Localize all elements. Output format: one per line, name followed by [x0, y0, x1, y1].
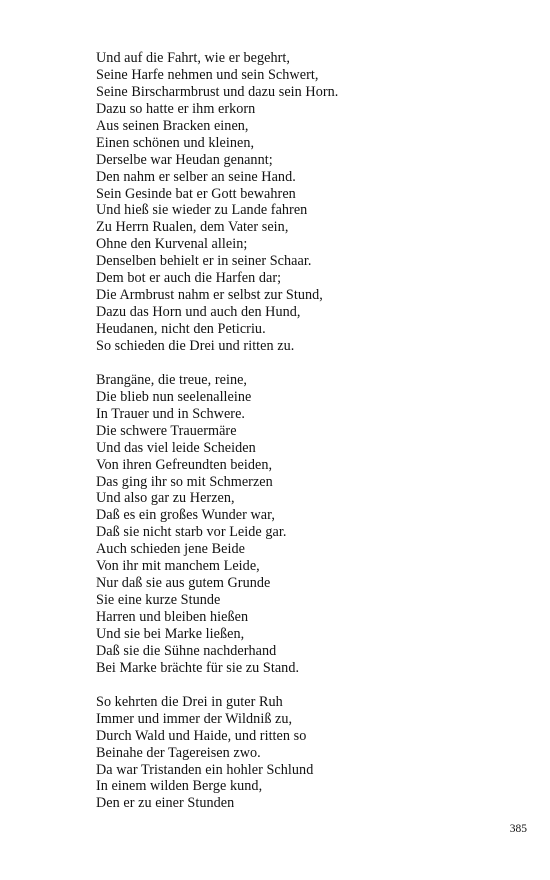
verse-line: Und das viel leide Scheiden [96, 439, 256, 456]
verse-line: Ohne den Kurvenal allein; [96, 236, 248, 253]
verse-line: Die schwere Trauermäre [96, 422, 237, 439]
verse-line: Seine Birscharmbrust und dazu sein Horn. [96, 83, 339, 100]
verse-line: Derselbe war Heudan genannt; [96, 151, 273, 168]
verse-line: Durch Wald und Haide, und ritten so [96, 727, 307, 744]
verse-line: Nur daß sie aus gutem Grunde [96, 575, 271, 592]
verse-line: Und hieß sie wieder zu Lande fahren [96, 202, 308, 219]
verse-line: So kehrten die Drei in guter Ruh [96, 693, 283, 710]
verse-line: Zu Herrn Rualen, dem Vater sein, [96, 219, 289, 236]
verse-line: Bei Marke brächte für sie zu Stand. [96, 659, 300, 676]
verse-line: Harren und bleiben hießen [96, 609, 249, 625]
verse-line: Seine Harfe nehmen und sein Schwert, [96, 66, 319, 83]
verse-line: In Trauer und in Schwere. [96, 405, 246, 422]
verse-line: Aus seinen Bracken einen, [96, 117, 249, 134]
stanza-3 [96, 694, 516, 813]
verse-line: Einen schönen und kleinen, [96, 134, 255, 151]
verse-line: Auch schieden jene Beide [96, 541, 245, 558]
verse-line: Immer und immer der Wildniß zu, [96, 710, 293, 727]
verse-line: Und sie bei Marke ließen, [96, 625, 245, 642]
verse-line: Daß sie die Sühne nachderhand [96, 642, 277, 659]
verse-line: Sein Gesinde bat er Gott bewahren [96, 185, 296, 202]
verse-line: Den nahm er selber an seine Hand. [96, 168, 296, 185]
verse-line: Daß es ein großes Wunder war, [96, 507, 275, 524]
verse-line: Und auf die Fahrt, wie er begehrt, [96, 50, 290, 66]
verse-line: Heudanen, nicht den Peticriu. [96, 321, 266, 337]
verse-line: Dazu so hatte er ihm erkorn [96, 100, 256, 117]
verse-line: So schieden die Drei und ritten zu. [96, 337, 295, 354]
verse-line: Das ging ihr so mit Schmerzen [96, 473, 273, 490]
verse-line: In einem wilden Berge kund, [96, 778, 263, 795]
verse-line: Beinahe der Tagereisen zwo. [96, 744, 261, 761]
verse-line: Sie eine kurze Stunde [96, 592, 221, 609]
stanza-1 [96, 50, 516, 355]
verse-line: Die Armbrust nahm er selbst zur Stund, [96, 287, 323, 304]
verse-line: Da war Tristanden ein hohler Schlund [96, 761, 314, 778]
page-number: 385 [509, 823, 527, 835]
verse-line: Denselben behielt er in seiner Schaar. [96, 253, 312, 270]
verse-line: Dem bot er auch die Harfen dar; [96, 270, 282, 287]
verse-line: Dazu das Horn und auch den Hund, [96, 304, 301, 321]
verse-line: Brangäne, die treue, reine, [96, 371, 248, 388]
verse-line: Und also gar zu Herzen, [96, 490, 235, 507]
verse-line: Die blieb nun seelenalleine [96, 388, 252, 405]
verse-line: Den er zu einer Stunden [96, 795, 235, 812]
verse-line: Von ihr mit manchem Leide, [96, 558, 260, 575]
poem-text [96, 50, 516, 829]
stanza-2 [96, 372, 516, 677]
verse-line: Daß sie nicht starb vor Leide gar. [96, 524, 287, 541]
verse-line: Von ihren Gefreundten beiden, [96, 456, 273, 473]
